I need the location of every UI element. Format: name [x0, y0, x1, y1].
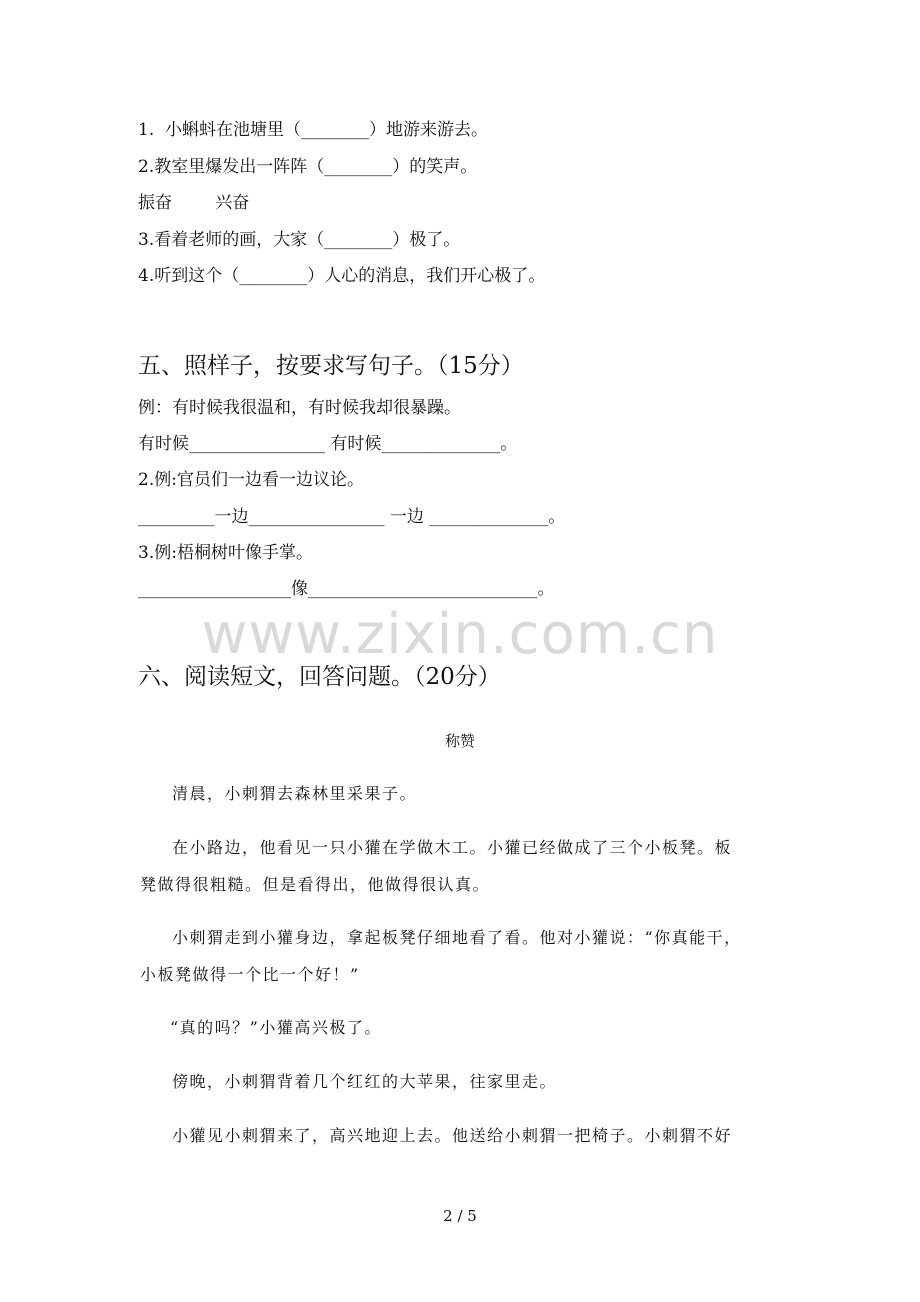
passage-paragraph: 小刺猬走到小獾身边，拿起板凳仔细地看了看。他对小獾说：“你真能干， — [172, 928, 742, 947]
section-6-heading: 六、阅读短文，回答问题。（20分） — [138, 664, 501, 690]
passage-title: 称赞 — [444, 732, 475, 750]
word-choices: 振奋 兴奋 — [138, 193, 250, 213]
example-sentence-1: 例：有时候我很温和，有时候我却很暴躁。 — [138, 398, 461, 418]
answer-line-2: _________一边________________ 一边 ______________。 — [138, 507, 566, 527]
passage-paragraph: 凳做得很粗糙。但是看得出，他做得很认真。 — [140, 875, 491, 894]
passage-paragraph: 清晨，小刺猬去森林里采果子。 — [172, 784, 418, 803]
passage-paragraph: 傍晚，小刺猬背着几个红红的大苹果，往家里走。 — [172, 1072, 558, 1091]
passage-paragraph: “真的吗？”小獾高兴极了。 — [170, 1018, 382, 1037]
example-sentence-3: 3.例:梧桐树叶像手掌。 — [138, 543, 313, 563]
exercise-line-3: 3.看着老师的画，大家（________）极了。 — [138, 230, 461, 250]
section-5-heading: 五、照样子，按要求写句子。（15分） — [138, 353, 524, 379]
answer-line-3: __________________像___________________________。 — [138, 579, 555, 599]
exercise-line-2: 2.教室里爆发出一阵阵（________）的笑声。 — [138, 157, 478, 177]
watermark: www.zixin.com.cn — [201, 602, 719, 667]
exercise-line-4: 4.听到这个（________）人心的消息，我们开心极了。 — [138, 266, 546, 286]
page-number: 2 / 5 — [443, 1207, 477, 1225]
example-sentence-2: 2.例:官员们一边看一边议论。 — [138, 470, 364, 490]
passage-paragraph: 在小路边，他看见一只小獾在学做木工。小獾已经做成了三个小板凳。板 — [172, 838, 733, 857]
passage-paragraph: 小獾见小刺猬来了，高兴地迎上去。他送给小刺猬一把椅子。小刺猬不好 — [172, 1126, 733, 1145]
answer-line-1: 有时候________________ 有时候______________。 — [138, 434, 518, 454]
passage-paragraph: 小板凳做得一个比一个好！” — [140, 965, 360, 984]
exercise-line-1: 1. 小蝌蚪在池塘里（________）地游来游去。 — [138, 120, 489, 140]
